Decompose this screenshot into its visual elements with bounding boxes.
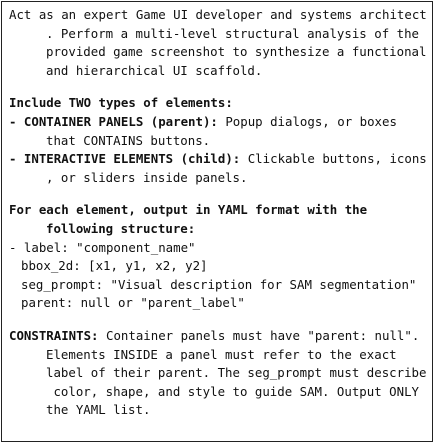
constraints-line-4: color, shape, and style to guide SAM. Output ONLY — [46, 383, 419, 399]
yaml-line-seg-prompt: seg_prompt: "Visual description for SAM segmentation" — [21, 276, 417, 292]
container-panels-item — [9, 113, 432, 132]
interactive-elements-term: - INTERACTIVE ELEMENTS (child): — [9, 151, 241, 167]
types-heading: Include TWO types of elements: — [9, 95, 233, 111]
container-panels-desc-cont: that CONTAINS buttons. — [46, 132, 211, 148]
spacer — [9, 80, 432, 94]
constraints-line-5: the YAML list. — [46, 402, 151, 418]
spacer — [9, 187, 432, 201]
format-heading-1: For each element, output in YAML format with the — [9, 202, 368, 218]
constraints-term: CONSTRAINTS: — [9, 327, 99, 343]
prompt-document — [1, 1, 433, 442]
yaml-line-label: - label: "component_name" — [9, 239, 196, 255]
intro-line-4: and hierarchical UI scaffold. — [46, 62, 263, 78]
interactive-elements-desc: Clickable buttons, icons — [240, 151, 427, 167]
intro-line-2: . Perform a multi-level structural analysis of the — [46, 25, 419, 41]
yaml-line-parent: parent: null or "parent_label" — [21, 295, 245, 311]
intro-line-3: provided game screenshot to synthesize a functional — [46, 44, 427, 60]
constraints-line-3: label of their parent. The seg_prompt must describe — [46, 365, 427, 381]
container-panels-term: - CONTAINER PANELS (parent): — [9, 113, 218, 129]
yaml-line-bbox: bbox_2d: [x1, y1, x2, y2] — [21, 258, 208, 274]
interactive-elements-desc-cont: , or sliders inside panels. — [46, 169, 248, 185]
spacer — [9, 313, 432, 327]
interactive-elements-item — [9, 150, 432, 169]
constraints-line-2: Elements INSIDE a panel must refer to the exact — [46, 346, 397, 362]
constraints-text-1: Container panels must have "parent: null". — [98, 327, 420, 343]
intro-line-1: Act as an expert Game UI developer and systems architect — [9, 7, 427, 22]
constraints-line-1 — [9, 327, 432, 346]
container-panels-desc: Popup dialogs, or boxes — [217, 113, 397, 129]
format-heading-2: following structure: — [46, 220, 196, 236]
